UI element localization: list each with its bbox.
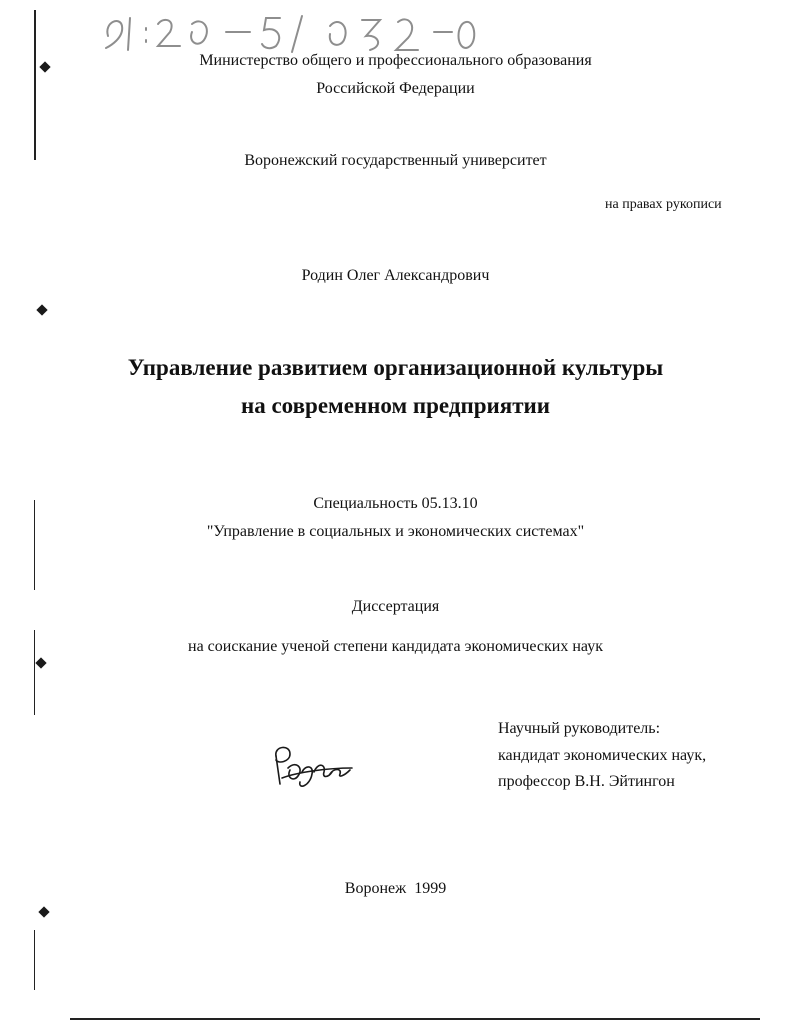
manuscript-note: на правах рукописи (605, 197, 722, 212)
specialty-code: Специальность 05.13.10 (313, 495, 478, 512)
university-name: Воронежский государственный университет (244, 152, 547, 169)
binding-hole-4 (38, 906, 49, 917)
specialty-name: "Управление в социальных и экономических системах" (206, 523, 585, 540)
supervisor-degree: кандидат экономических наук, (498, 747, 707, 764)
place-and-year: Воронеж 1999 (344, 880, 447, 897)
author-name: Родин Олег Александрович (301, 267, 490, 284)
dissertation-title-line-2: на современном предприятии (240, 393, 551, 418)
binding-hole-2 (36, 304, 47, 315)
dissertation-title-line-1: Управление развитием организационной культуры (127, 355, 664, 380)
work-type: Диссертация (351, 598, 440, 615)
author-signature (268, 738, 354, 794)
scan-edge-line-bottom (34, 930, 35, 990)
supervisor-label: Научный руководитель: (498, 720, 661, 737)
scan-bottom-line (70, 1018, 760, 1020)
ministry-line-2: Российской Федерации (316, 80, 475, 97)
ministry-line-1: Министерство общего и профессионального образования (199, 52, 592, 69)
handwritten-archive-number (100, 6, 480, 54)
degree-line: на соискание ученой степени кандидата экономических наук (188, 638, 603, 655)
binding-hole-3 (35, 657, 46, 668)
supervisor-name: профессор В.Н. Эйтингон (498, 773, 675, 790)
